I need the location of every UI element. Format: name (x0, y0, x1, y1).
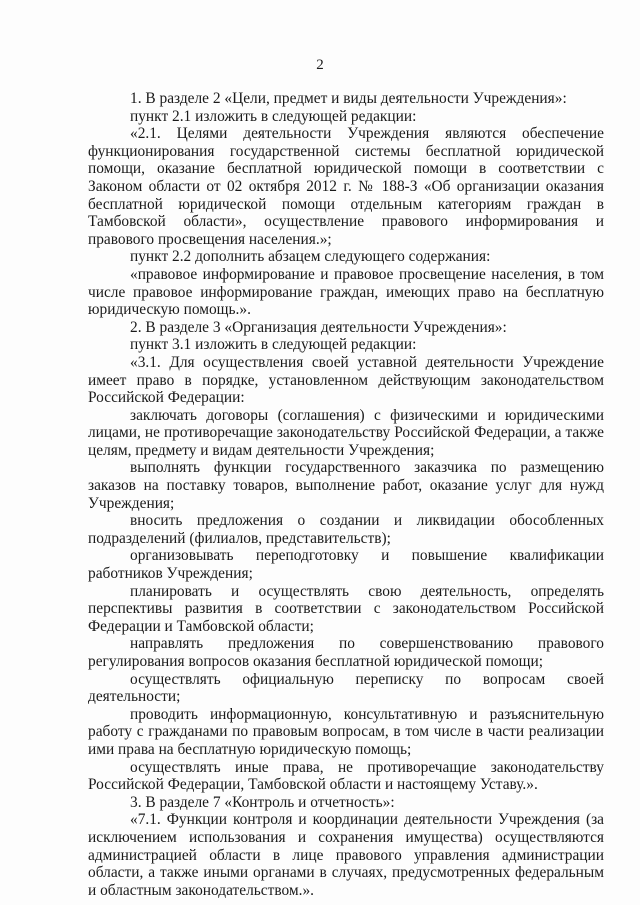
document-body (88, 90, 604, 899)
page-number: 2 (316, 57, 324, 73)
paragraph-clause-2-2-text: «правовое информирование и правовое просвещение населения, в том числе правовое информирование граждан, имеющих право на бесплатную юридическую помощь.». (88, 265, 604, 319)
paragraph-right-training: организовывать переподготовку и повышение квалификации работников Учреждения; (88, 547, 604, 583)
paragraph-clause-3-1-text: «3.1. Для осуществления своей уставной деятельности Учреждение имеет право в порядке, установленном действующим законодательством Российской Федерации: (88, 353, 604, 407)
paragraph-right-contracts: заключать договоры (соглашения) с физическими и юридическими лицами, не противоречащие законодательству Российской Федерации, а также целям, предмету и видам деятельности Учреждения; (88, 406, 604, 459)
paragraph-right-other: осуществлять иные права, не противоречащие законодательству Российской Федерации, Тамбовской области и настоящему Уставу.». (88, 758, 604, 794)
paragraph-right-information: проводить информационную, консультативную и разъяснительную работу с гражданами по правовым вопросам, в том числе в части реализации ими права на бесплатную юридическую помощь; (88, 705, 604, 758)
paragraph-clause-3-1-intro: пункт 3.1 изложить в следующей редакции: (130, 336, 417, 354)
paragraph-right-procurement: выполнять функции государственного заказчика по размещению заказов на поставку товаров, выполнение работ, оказание услуг для нужд Учреждения; (88, 459, 604, 512)
paragraph-section-3-heading: 2. В разделе 3 «Организация деятельности Учреждения»: (130, 318, 507, 336)
paragraph-right-proposals: направлять предложения по совершенствованию правового регулирования вопросов оказания бесплатной юридической помощи; (88, 635, 604, 670)
paragraph-right-correspondence: осуществлять официальную переписку по вопросам своей деятельности; (88, 670, 604, 706)
paragraph-clause-2-1-text: «2.1. Целями деятельности Учреждения являются обеспечение функционирования государственной системы бесплатной юридической помощи, оказание бесплатной юридической помощи в соответствии с Законом области от 02 октября 2012 г. № 188-З «Об организации оказания бесплатной юридической помощи отдельным категориям граждан в Тамбовской области», осуществление правового информирования и правового просвещения населения.»; (88, 125, 604, 248)
paragraph-clause-7-1-text: «7.1. Функции контроля и координации деятельности Учреждения (за исключением использования и сохранения имущества) осуществляются администрацией области в лице правового управления администрации области, а также иными органами в случаях, предусмотренных федеральным и областным законодательством.». (88, 811, 604, 899)
paragraph-right-branches: вносить предложения о создании и ликвидации обособленных подразделений (филиалов, представительств); (88, 512, 604, 547)
paragraph-right-planning: планировать и осуществлять свою деятельность, определять перспективы развития в соответствии с законодательством Российской Федерации и Тамбовской области; (88, 582, 604, 635)
paragraph-section-7-heading: 3. В разделе 7 «Контроль и отчетность»: (130, 793, 395, 811)
paragraph-clause-2-2-intro: пункт 2.2 дополнить абзацем следующего содержания: (130, 248, 491, 266)
paragraph-clause-2-1-intro: пункт 2.1 изложить в следующей редакции: (130, 107, 417, 125)
paragraph-section-2-heading: 1. В разделе 2 «Цели, предмет и виды деятельности Учреждения»: (130, 90, 567, 107)
